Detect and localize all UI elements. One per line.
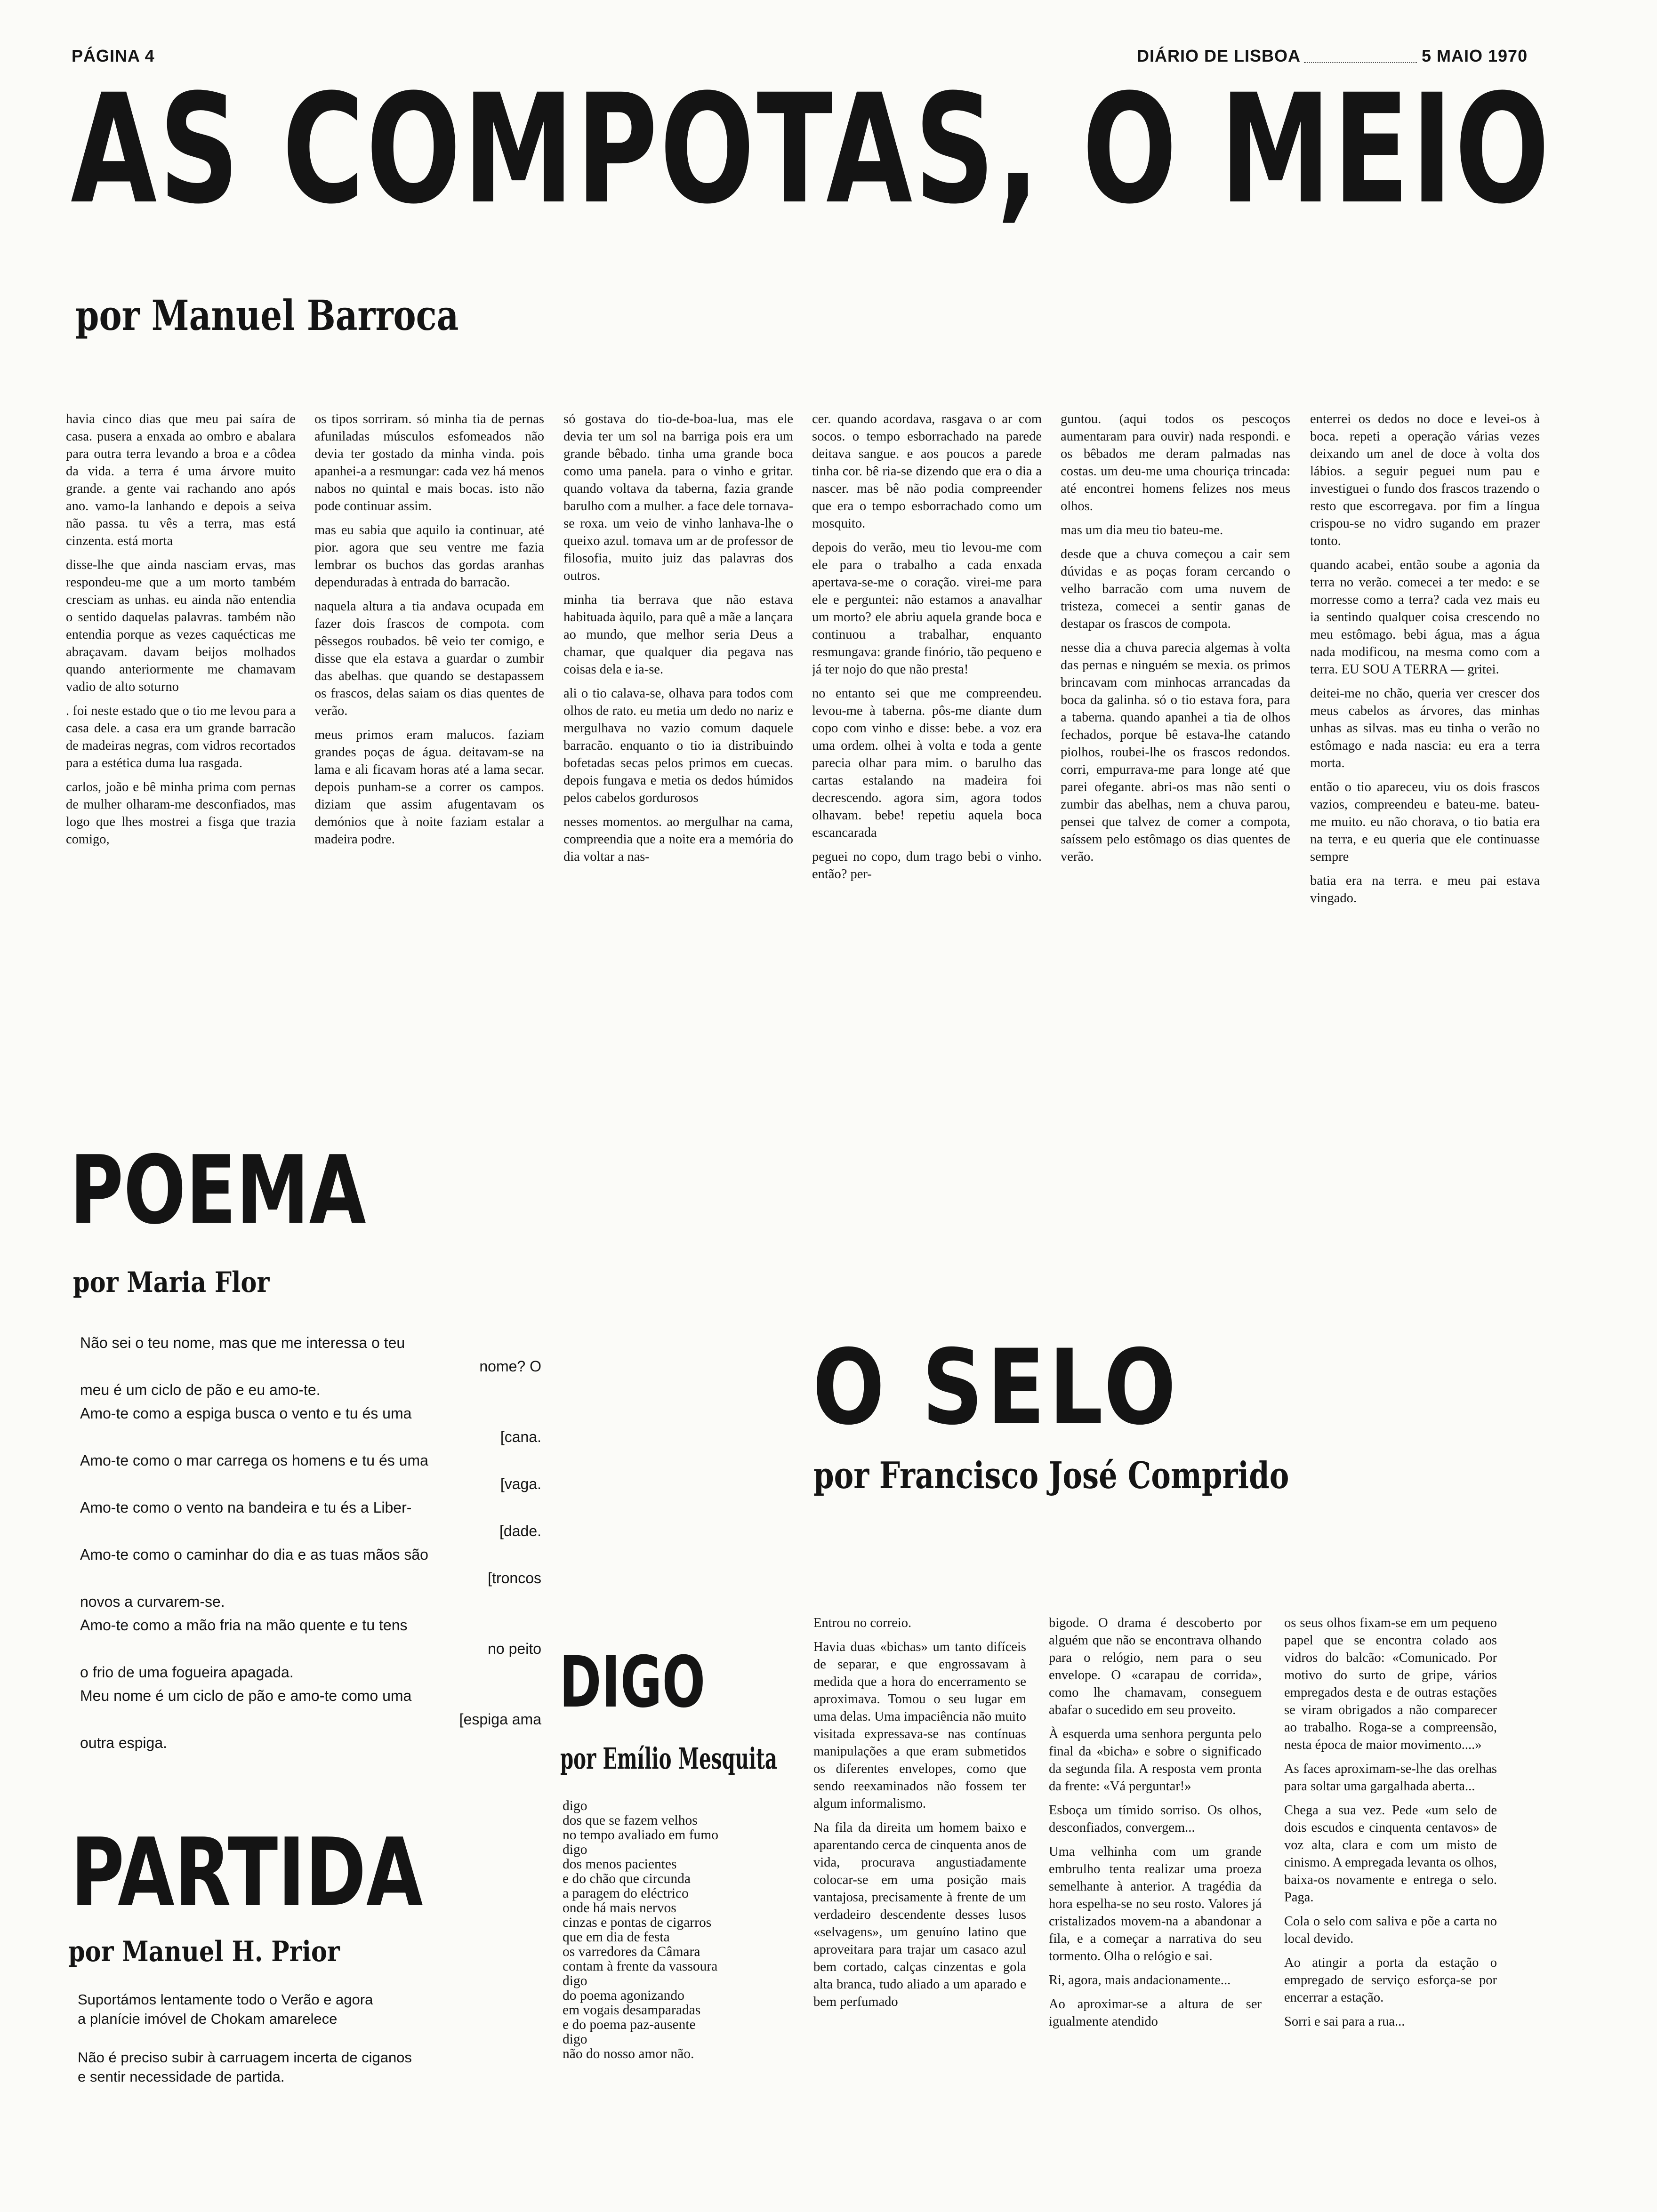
digo-line: a paragem do eléctrico: [563, 1886, 689, 1901]
selo-column-3: [1284, 1614, 1497, 2141]
poema-line: [espiga ama: [459, 1711, 541, 1728]
main-column-3: [563, 410, 793, 1050]
selo-paragraph: Havia duas «bichas» um tanto difíceis de separar, e que engrossavam à medida que a hora do encerramento se aproximava. Tomou o seu lugar em uma delas. Uma impaciência não muito visitada expressava-se nas contínuas manipulações a que eram submetidos os diferentes envelopes, como que sendo reexaminados não fossem ter algum informalismo.: [813, 1640, 1026, 1811]
digo-line: contam à frente da vassoura: [563, 1959, 718, 1974]
main-paragraph: disse-lhe que ainda nasciam ervas, mas respondeu-me que a um morto também cresciam as unhas. eu ainda não entendia o sentido daquelas palavras. também não entendia porque as vezes caquécticas me abraçavam. davam beijos molhados quando anteriormente me chamavam vadio de alto soturno: [66, 558, 296, 694]
selo-paragraph: Ao atingir a porta da estação o empregado de serviço esforça-se por encerrar a estação.: [1284, 1956, 1497, 2005]
digo-line: que em dia de festa: [563, 1930, 670, 1945]
poema-line: [cana.: [500, 1428, 541, 1445]
poema-line: Amo-te como o caminhar do dia e as tuas mãos são: [80, 1546, 428, 1563]
digo-line: não do nosso amor não.: [563, 2046, 694, 2061]
main-column-1: [66, 410, 296, 1050]
main-paragraph: só gostava do tio-de-boa-lua, mas ele devia ter um sol na barriga pois era um grande bêbado. tinha uma grande boca como uma panela. para o vinho e gritar. quando voltava da taberna, fazia grande barulho com a mulher. a face dele tornava-se roxa. um veio de vinho lanhava-lhe o queixo azul. tomava um ar de professor de filosofia, muito juiz das palavras dos outros.: [563, 412, 793, 583]
selo-paragraph: À esquerda uma senhora pergunta pelo final da «bicha» e sobre o significado da segunda fila. A resposta vem pronta da frente: «Vá perguntar!»: [1049, 1727, 1262, 1794]
selo-paragraph: As faces aproximam-se-lhe das orelhas para soltar uma gargalhada aberta...: [1284, 1762, 1497, 1794]
main-paragraph: guntou. (aqui todos os pescoços aumentaram para ouvir) nada respondi. e os bêbados me deram palmadas nas costas. um deu-me uma chouriça trincada: até encontrei homens felizes nos meus olhos.: [1061, 412, 1290, 513]
main-paragraph: depois do verão, meu tio levou-me com ele para o trabalho a cada enxada apertava-se-me o coração. virei-me para ele e perguntei: não estamos a anavalhar um morto? ele abriu aquela grande boca e continuou a trabalhar, enquanto resmungava: grande finório, tão pequeno e já ter nojo do que não presta!: [812, 540, 1042, 677]
poema-body: [80, 1331, 541, 1755]
main-paragraph: nesse dia a chuva parecia algemas à volta das pernas e ninguém se mexia. os primos brincavam com minhocas arrancadas da boca da galinha. só o tio estava fora, para a taberna. quando apanhei a tia de olhos fechados, porque bê estava-lhe catando piolhos, roubei-lhe os frascos redondos. corri, empurrava-me para longe até que parei ofegante. abri-os mas não senti o zumbir das abelhas, nem a chuva parou, pensei que talvez de comer a compota, saíssem pelo estômago os dias quentes de verão.: [1061, 641, 1290, 864]
poema-line: no peito: [488, 1640, 541, 1657]
digo-line: e do poema paz-ausente: [563, 2017, 696, 2032]
selo-paragraph: Sorri e sai para a rua...: [1284, 2014, 1405, 2029]
digo-line: digo: [563, 2032, 587, 2047]
selo-column-2: [1049, 1614, 1262, 2141]
digo-line: do poema agonizando: [563, 1988, 684, 2003]
selo-paragraph: Entrou no correio.: [813, 1616, 912, 1630]
main-paragraph: . foi neste estado que o tio me levou para a casa dele. a casa era um grande barracão de madeiras negras, com vidros recortados para a estética duma lua rasgada.: [66, 704, 296, 770]
page-label: PÁGINA 4: [72, 46, 155, 65]
selo-title: O SELO: [812, 1327, 1180, 1448]
main-paragraph: quando acabei, então soube a agonia da terra no verão. comecei a ter medo: e se morresse como a terra? cada vez mais eu ia sentindo qualquer coisa crescendo no meu estômago. bebi água, mas a água nada modificou, na mesma como com a terra. EU SOU A TERRA — gritei.: [1310, 558, 1540, 677]
main-column-2: [314, 410, 544, 1050]
digo-line: digo: [563, 1973, 587, 1988]
partida-byline: por Manuel H. Prior: [68, 1935, 340, 1968]
selo-byline: por Francisco José Comprido: [813, 1454, 1289, 1497]
selo-paragraph: Na fila da direita um homem baixo e aparentando cerca de cinquenta anos de vida, procurava angustiadamente colocar-se em uma posição mais vantajosa, precisamente à frente de um verdadeiro descendente desses lusos «selvagens», um genuíno latino que aproveitara para trajar um casaco azul bem cortado, calças cinzentas e gola alta branca, tudo aliado a um aparado e bem perfumado: [813, 1820, 1026, 2009]
digo-line: e do chão que circunda: [563, 1871, 691, 1886]
main-paragraph: no entanto sei que me compreendeu. levou-me à taberna. pôs-me diante dum copo com vinho e disse: bebe. a voz era uma ordem. olhei à volta e toda a gente parecia olhar para mim. o barulho das cartas estalando na madeira foi decrescendo. agora sim, agora todos olhavam. bebe! repetiu aquela boca escancarada: [812, 686, 1042, 840]
selo-paragraph: Ri, agora, mais andacionamente...: [1049, 1973, 1231, 1988]
selo-paragraph: bigode. O drama é descoberto por alguém que não se encontrava olhando para o relógio, nem para o seu envelope. O «carapau de corrida», como lhe chamavam, conseguem abafar o sucedido em seu proveito.: [1049, 1616, 1262, 1717]
main-paragraph: deitei-me no chão, queria ver crescer dos meus cabelos as árvores, das minhas unhas as silvas. mas eu tinha o verão no estômago e nada nascia: eu era a terra morta.: [1310, 686, 1540, 770]
digo-line: digo: [563, 1798, 587, 1813]
selo-paragraph: Esboça um tímido sorriso. Os olhos, desconfiados, convergem...: [1049, 1803, 1262, 1835]
digo-line: os varredores da Câmara: [563, 1944, 700, 1959]
digo-body: [563, 1799, 718, 2061]
poema-line: Amo-te como a mão fria na mão quente e tu tens: [80, 1617, 408, 1634]
partida-line: Não é preciso subir à carruagem incerta de ciganos: [78, 2049, 412, 2066]
issue-date: 5 MAIO 1970: [1422, 46, 1528, 65]
poema-line: Não sei o teu nome, mas que me interessa o teu: [80, 1334, 405, 1351]
digo-line: em vogais desamparadas: [563, 2003, 701, 2018]
main-paragraph: os tipos sorriram. só minha tia de pernas afuniladas músculos esfomeados não devia ter gostado da minha vinda. pois apanhei-a a resmungar: cada vez há menos nabos no quintal e mais bocas. isto não pode continuar assim.: [314, 412, 544, 513]
digo-line: cinzas e pontas de cigarros: [563, 1915, 712, 1930]
selo-paragraph: os seus olhos fixam-se em um pequeno papel que se encontra colado aos vidros do balcão: «Comunicado. Por motivo do surto de gripe, vários empregados desta e de outras estações se viram obrigados a não comparecer ao trabalho. Roga-se a compreensão, nesta época de maior movimento....»: [1284, 1616, 1497, 1752]
poema-line: novos a curvarem-se.: [80, 1593, 225, 1610]
digo-byline: por Emílio Mesquita: [560, 1741, 777, 1776]
digo-title: DIGO: [559, 1642, 706, 1723]
main-paragraph: havia cinco dias que meu pai saíra de casa. pusera a enxada ao ombro e abalara para outra terra levando a broa e a côdea da vida. a terra é uma árvore muito grande. a gente vai rachando ano após ano. vamo-la lanhando e depois a seiva não passa. tu vês a terra, mas está cinzenta. está morta: [66, 412, 296, 548]
poema-line: [vaga.: [500, 1475, 541, 1492]
partida-body: [78, 1990, 595, 2086]
main-paragraph: cer. quando acordava, rasgava o ar com socos. o tempo esborrachado na parede deitava sangue. e aos poucos a parede tinha cor. bê ria-se dizendo que era o dia a nascer. mas bê não podia compreender que era o tempo esborrachado como um mosquito.: [812, 412, 1042, 531]
digo-line: onde há mais nervos: [563, 1900, 676, 1915]
digo-line: dos menos pacientes: [563, 1857, 677, 1872]
poema-line: [dade.: [499, 1523, 541, 1539]
main-paragraph: meus primos eram malucos. faziam grandes poças de água. deitavam-se na lama e ali ficavam horas até a lama secar. depois punham-se a correr os campos. diziam que assim afugentavam os demónios que à noite faziam estalar a madeira podre.: [314, 728, 544, 847]
partida-title: PARTIDA: [71, 1818, 423, 1928]
main-byline: por Manuel Barroca: [75, 291, 459, 340]
main-column-4: [812, 410, 1042, 1050]
poema-byline: por Maria Flor: [73, 1266, 270, 1299]
digo-line: no tempo avaliado em fumo: [563, 1827, 718, 1843]
main-column-5: [1061, 410, 1290, 1050]
main-paragraph: nesses momentos. ao mergulhar na cama, compreendia que a noite era a memória do dia voltar a nas-: [563, 815, 793, 864]
main-paragraph: mas um dia meu tio bateu-me.: [1061, 523, 1223, 537]
main-paragraph: então o tio apareceu, viu os dois frascos vazios, compreendeu e bateu-me. bateu-me muito. eu não chorava, o tio batia era na terra, e eu queria que ele continuasse sempre: [1310, 780, 1540, 864]
main-paragraph: peguei no copo, dum trago bebi o vinho. então? per-: [812, 850, 1042, 882]
digo-line: dos que se fazem velhos: [563, 1813, 698, 1828]
poema-line: Amo-te como a espiga busca o vento e tu és uma: [80, 1405, 412, 1422]
poema-line: o frio de uma fogueira apagada.: [80, 1664, 294, 1681]
newspaper-name: DIÁRIO DE LISBOA: [1137, 46, 1301, 65]
selo-paragraph: Cola o selo com saliva e põe a carta no local devido.: [1284, 1914, 1497, 1946]
poema-line: [troncos: [488, 1570, 541, 1587]
main-column-6: [1310, 410, 1540, 1050]
poema-line: meu é um ciclo de pão e eu amo-te.: [80, 1381, 321, 1398]
partida-line: [78, 2028, 595, 2048]
main-paragraph: ali o tio calava-se, olhava para todos com olhos de rato. eu metia um dedo no nariz e mergulhava no vazio comum daquele barracão. enquanto o tio ia distribuindo bofetadas secas pelos primos em cuecas. depois fungava e metia os dedos húmidos pelos cabelos gordurosos: [563, 686, 793, 805]
poema-line: outra espiga.: [80, 1734, 168, 1751]
main-headline: AS COMPOTAS, O MEIO: [71, 62, 1552, 237]
poema-line: nome? O: [479, 1358, 541, 1375]
partida-line: Suportámos lentamente todo o Verão e agora: [78, 1991, 373, 2008]
poema-title: POEMA: [70, 1136, 366, 1245]
selo-paragraph: Ao aproximar-se a altura de ser igualmente atendido: [1049, 1997, 1262, 2029]
poema-line: Meu nome é um ciclo de pão e amo-te como uma: [80, 1687, 412, 1704]
main-paragraph: mas eu sabia que aquilo ia continuar, até pior. agora que seu ventre me fazia lembrar os buchos das gordas aranhas dependuradas à entrada do barracão.: [314, 523, 544, 590]
main-paragraph: minha tia berrava que não estava habituada àquilo, para quê a mãe a lançara ao mundo, que melhor seria Deus a chamar, que qualquer dia pegava nas coisas dela e ia-se.: [563, 593, 793, 677]
selo-column-1: [813, 1614, 1026, 2141]
digo-line: digo: [563, 1842, 587, 1857]
main-paragraph: naquela altura a tia andava ocupada em fazer dois frascos de compota. com pêssegos roubados. bê veio ter comigo, e disse que ela estava a guardar o zumbir das abelhas. que quando se destapassem os frascos, delas saiam os dias quentes de verão.: [314, 599, 544, 718]
partida-line: e sentir necessidade de partida.: [78, 2068, 285, 2085]
partida-line: a planície imóvel de Chokam amarelece: [78, 2011, 338, 2027]
selo-paragraph: Chega a sua vez. Pede «um selo de dois escudos e cinquenta centavos» de voz alta, clara e com um misto de cinismo. A empregada levanta os olhos, baixa-os novamente e entrega o selo. Paga.: [1284, 1803, 1497, 1905]
main-paragraph: batia era na terra. e meu pai estava vingado.: [1310, 874, 1540, 906]
poema-line: Amo-te como o vento na bandeira e tu és a Liber-: [80, 1499, 412, 1516]
main-paragraph: carlos, joão e bê minha prima com pernas de mulher olharam-me desconfiados, mas logo que lhes mostrei a fisga que trazia comigo,: [66, 780, 296, 847]
selo-paragraph: Uma velhinha com um grande embrulho tenta realizar uma proeza semelhante à anterior. A tragédia da hora espelha-se no seu rosto. Valores já cristalizados movem-na a abandonar a fila, e a começar a narrativa do seu tormento. Olha o relógio e sai.: [1049, 1844, 1262, 1964]
poema-line: Amo-te como o mar carrega os homens e tu és uma: [80, 1452, 428, 1469]
main-paragraph: enterrei os dedos no doce e levei-os à boca. repeti a operação várias vezes deixando um anel de doce à volta dos lábios. a seguir peguei num pau e investiguei o fundo dos frascos trazendo o resto que escorregava. por fim a língua crispou-se no vidro sugando em prazer tonto.: [1310, 412, 1540, 548]
main-paragraph: desde que a chuva começou a cair sem dúvidas e as poças foram cercando o velho barracão com uma nuvem de tristeza, comecei a sentir ganas de destapar os frascos de compota.: [1061, 547, 1290, 631]
